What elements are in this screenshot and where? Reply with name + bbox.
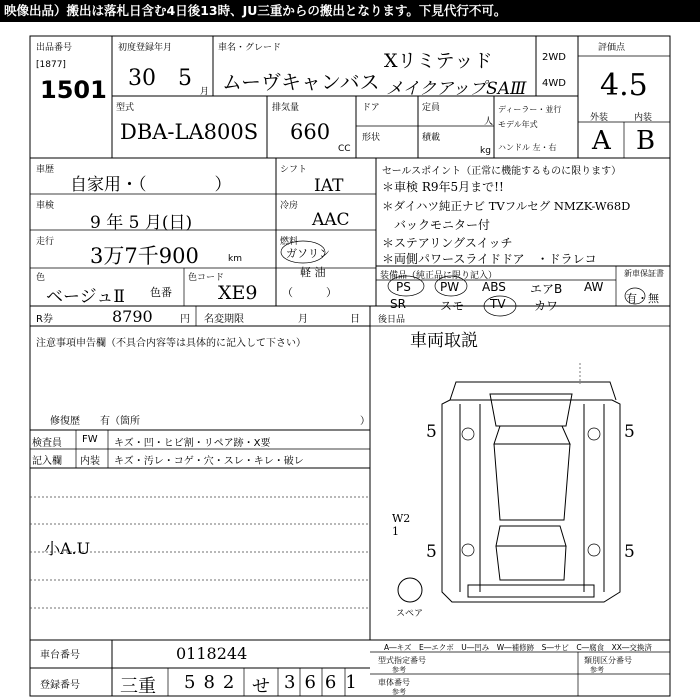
lot-number: 1501 [40,76,107,104]
grade-line1: Xリミテッド [384,50,493,72]
later-label: 後日品 [378,315,406,325]
car-outline-diagram [442,382,620,602]
ext-grade: A [592,126,611,156]
inspection-label: 車検 [36,201,55,211]
recycle-value: 8790 [112,307,153,326]
capacity-label: 定員 [422,103,441,113]
displacement-unit: CC [338,144,351,154]
drive-2wd: 2WD [542,52,566,63]
displacement-label: 排気量 [272,103,300,113]
plate-label: 登録番号 [40,680,80,691]
equip-pw: PW [440,280,460,294]
equip-smoke: スモ [440,299,465,313]
fuel-label: 燃料 [280,237,299,247]
equip-tv: TV [490,297,506,311]
side-note: W2 1 [392,512,411,538]
handle-label: ハンドル 左・右 [498,143,557,152]
sales-point-3: バックモニター付 [382,218,491,232]
grade-line2: メイクアップSAⅢ [386,79,527,99]
displacement-value: 660 [290,120,331,144]
equip-abs: ABS [482,280,506,294]
score-label: 評価点 [598,43,626,53]
equip-ps: PS [396,280,411,294]
ref-1: 参考 [392,666,406,674]
reg-month: 5 [178,66,192,91]
history-value: 自家用・（ ） [70,175,232,195]
reg-year: 30 [128,66,156,91]
reg-month-unit: 月 [200,87,210,97]
color-no-label: 色番 [150,286,172,299]
drive-4wd: 4WD [542,78,566,89]
repair-label: 修復歴 有（箇所 [50,416,140,427]
name-change-day: 日 [350,314,360,325]
equip-leather: カワ [534,299,559,313]
ext-label: 外装 [590,113,609,123]
ac-label: 冷房 [280,201,299,211]
capacity-unit: 人 [484,117,494,127]
banner: 映像出品）搬出は落札日含む4日後13時、JU三重からの搬出となります。下見代行不可。 [0,0,700,22]
equipment-title: 装備品（純正品に限り記入） [380,271,498,281]
sales-point-1: ＊車検 R9年5月まで!! [382,180,504,194]
interior-text: キズ・汚レ・コゲ・穴・スレ・キレ・破レ [114,456,304,467]
plate-class: 582 [184,672,243,693]
inspector-label: 検査員 [32,438,62,449]
later-value: 車両取説 [410,331,478,351]
chassis-label: 車台番号 [40,650,80,661]
shift-label: シフト [280,165,308,175]
int-grade: B [636,126,656,156]
plate-kana: せ [252,676,270,697]
plate-number: 3661 [284,672,366,693]
fw-label: FW [82,434,98,445]
tire-rear-right: 5 [624,542,635,562]
body-no-label: 車体番号 [378,678,410,687]
type-label: 型式 [116,103,135,113]
mileage-label: 走行 [36,237,55,247]
warranty-value: 有・無 [626,292,659,305]
load-label: 積載 [422,133,441,143]
name-change-label: 名変期限 [204,314,244,325]
sales-point-2: ＊ダイハツ純正ナビ TVフルセグ NMZK-W68D [382,199,631,213]
type-value: DBA-LA800S [120,120,259,144]
sales-point-5: ＊両側パワースライドドア ・ドラレコ [382,252,597,266]
name-change-month: 月 [298,314,308,325]
repair-close: ） [360,416,370,427]
inspector-handwritten: 小A.U [44,539,91,558]
mileage-unit: km [228,254,242,264]
color-code-label: 色コード [188,273,225,283]
fuel-other: （ ） [282,286,337,299]
tire-front-left: 5 [426,422,437,442]
notes-label: 注意事項申告欄（不具合内容等は具体的に記入して下さい） [36,338,306,349]
door-label: ドア [362,103,380,113]
fw-text: キズ・凹・ヒビ割・リペア跡・X要 [114,438,271,449]
chassis-value: 0118244 [176,644,248,663]
recycle-label: R券 [36,314,53,325]
recycle-unit: 円 [180,314,190,325]
score-value: 4.5 [600,68,648,103]
dealer-label: ディーラー・並行 [498,105,562,114]
shape-label: 形状 [362,133,381,143]
sales-title: セールスポイント（正常に機能するものに限ります） [382,166,622,177]
ref-3: 参考 [392,688,406,696]
car-name: ムーヴキャンバス [222,70,380,94]
damage-legend: A―キズ E―エクボ U―凹み W―補修跡 S―サビ C―腐食 XX―交換済 [384,643,652,652]
tire-front-right: 5 [624,422,635,442]
color-code-value: XE9 [218,282,258,304]
color-value: ベージュⅡ [46,287,125,307]
ac-value: AAC [312,210,350,230]
type-approval-label: 型式指定番号 [378,656,426,665]
history-label: 車歴 [36,165,55,175]
inspector-entry-label: 記入欄 [32,456,62,467]
equip-aw: AW [584,280,604,294]
equip-airbag: エアB [530,282,563,296]
spare-label: スペア [396,609,424,619]
mileage-value: 3万7千900 [90,244,199,268]
warranty-label: 新車保証書 [624,269,664,278]
class-label: 類別区分番号 [584,656,632,665]
interior-label: 内装 [80,456,100,467]
load-unit: kg [480,146,491,156]
sales-point-4: ＊ステアリングスイッチ [382,236,513,250]
model-label: 車名・グレード [218,43,282,53]
equip-sr: SR [390,297,406,311]
fuel-diesel: 軽 油 [300,266,326,279]
model-year-label: モデル年式 [498,120,538,129]
ref-2: 参考 [590,666,604,674]
lot-label: 出品番号 [36,43,73,53]
reg-label: 初度登録年月 [118,43,173,53]
inspection-value: 9 年 5 月(日) [90,213,193,233]
plate-area: 三重 [120,676,156,697]
color-label: 色 [36,273,46,283]
fuel-gasoline: ガソリン [286,247,330,260]
shift-value: IAT [314,176,344,196]
int-label: 内装 [634,113,653,123]
tire-rear-left: 5 [426,542,437,562]
lot-sub: [1877] [36,60,66,70]
